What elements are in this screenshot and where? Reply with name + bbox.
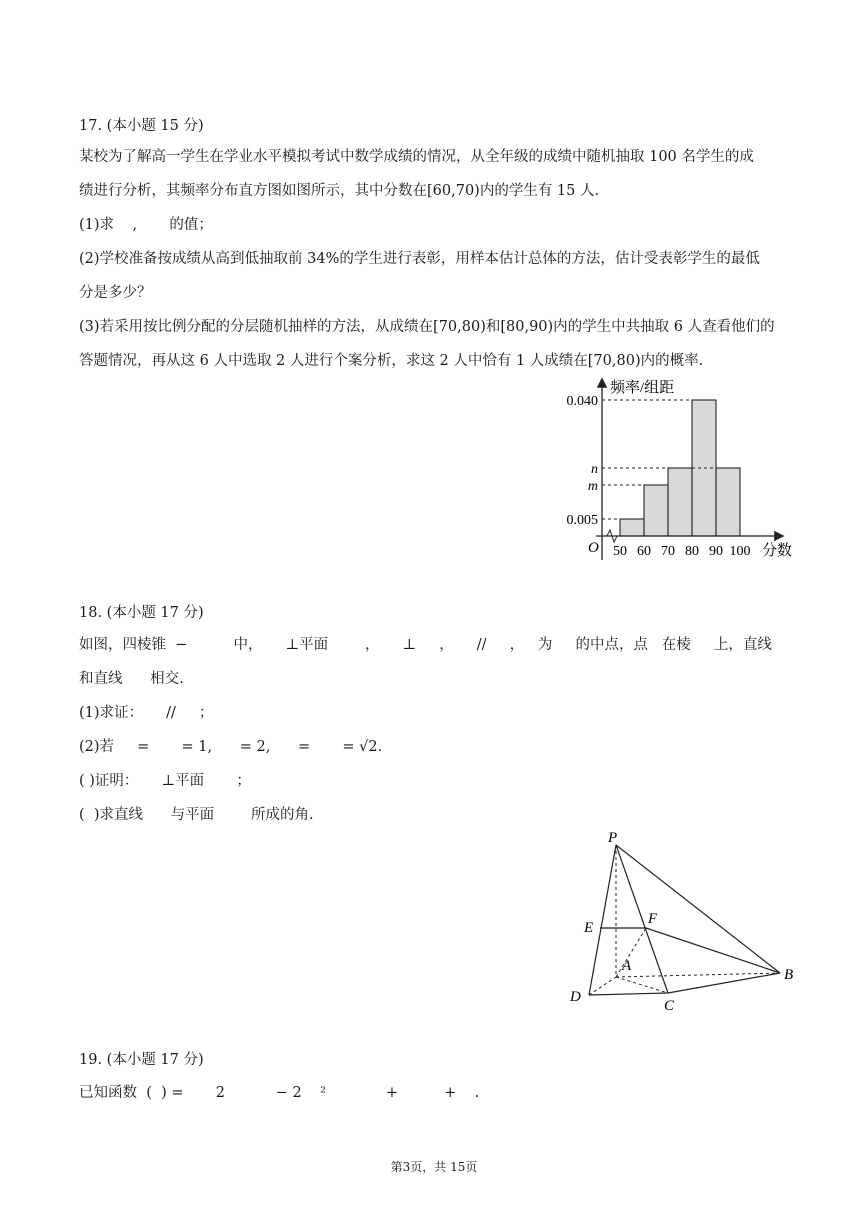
q17-subquestion-3-line-2: 答题情况，再从这 6 人中选取 2 人进行个案分析，求这 2 人中恰有 1 人成绩在[70,80)内的概率. <box>79 353 704 369</box>
label-D: D <box>570 989 581 1005</box>
x-tick-label: 100 <box>729 544 751 559</box>
origin-label: O <box>588 540 599 556</box>
q18-subquestion-1: (1)求证： // ； <box>79 705 214 721</box>
pyramid-figure <box>560 825 810 1020</box>
label-P: P <box>608 830 618 846</box>
label-A: A <box>622 958 632 974</box>
segment-FB <box>646 928 780 973</box>
x-tick-label: 60 <box>637 544 651 559</box>
q17-header: 17. (本小题 15 分) <box>79 118 204 134</box>
edge-PB <box>616 845 780 973</box>
x-tick-label: 80 <box>685 544 699 559</box>
q18-header: 18. (本小题 17 分) <box>79 605 204 621</box>
x-axis-title: 分数 <box>762 543 793 559</box>
edge-CB <box>668 973 780 993</box>
y-tick-label: m <box>587 479 598 494</box>
y-tick-label: 0.005 <box>566 513 598 528</box>
x-tick-label: 50 <box>613 544 627 559</box>
q17-paragraph-1: 某校为了解高一学生在学业水平模拟考试中数学成绩的情况，从全年级的成绩中随机抽取 100 名学生的成 <box>79 149 754 165</box>
x-tick-label: 90 <box>709 544 723 559</box>
segment-AC <box>616 977 668 993</box>
q17-subquestion-1: (1)求 , 的值； <box>79 217 213 233</box>
q19-header: 19. (本小题 17 分) <box>79 1052 204 1068</box>
page-footer: 第3页，共 15页 <box>390 1160 478 1174</box>
y-tick-label: n <box>591 462 598 477</box>
q17-subquestion-3-line-1: (3)若采用按比例分配的分层随机抽样的方法，从成绩在[70,80)和[80,90)内的学生中共抽取 6 人查看他们的 <box>79 319 775 335</box>
q18-subquestion-2-i: ( )证明： ⊥平面 ； <box>79 773 251 789</box>
histogram-bar <box>668 468 692 536</box>
label-C: C <box>664 998 675 1014</box>
q18-subquestion-2-ii: ( )求直线 与平面 所成的角. <box>79 807 314 823</box>
q18-subquestion-2: (2)若 = = 1, = 2, = = √2. <box>79 739 383 755</box>
q19-paragraph-1: 已知函数 ( ) = 2 − 2 ² + + . <box>79 1085 480 1101</box>
q17-subquestion-2-line-1: (2)学校准备按成绩从高到低抽取前 34%的学生进行表彰，用样本估计总体的方法，估计受表彰学生的最低 <box>79 251 760 267</box>
q17-paragraph-2: 绩进行分析，其频率分布直方图如图所示，其中分数在[60,70)内的学生有 15 人. <box>79 183 600 199</box>
label-F: F <box>648 911 658 927</box>
q18-paragraph-2: 和直线 相交. <box>79 671 184 687</box>
label-E: E <box>584 920 594 936</box>
edge-DA <box>589 977 616 995</box>
edge-AB <box>616 973 780 977</box>
y-tick-label: 0.040 <box>566 394 598 409</box>
histogram-bar <box>716 468 740 536</box>
frequency-histogram <box>550 370 810 570</box>
y-axis-title: 频率/组距 <box>610 380 675 396</box>
label-B: B <box>784 967 794 983</box>
edge-DC <box>589 993 668 995</box>
q17-subquestion-2-line-2: 分是多少？ <box>79 285 152 301</box>
q18-paragraph-1: 如图，四棱锥 − 中， ⊥平面 ， ⊥ ， // ， 为 的中点，点 在棱 上，直线 <box>79 637 772 653</box>
x-tick-label: 70 <box>661 544 675 559</box>
histogram-bar <box>620 519 644 536</box>
histogram-bar <box>644 485 668 536</box>
